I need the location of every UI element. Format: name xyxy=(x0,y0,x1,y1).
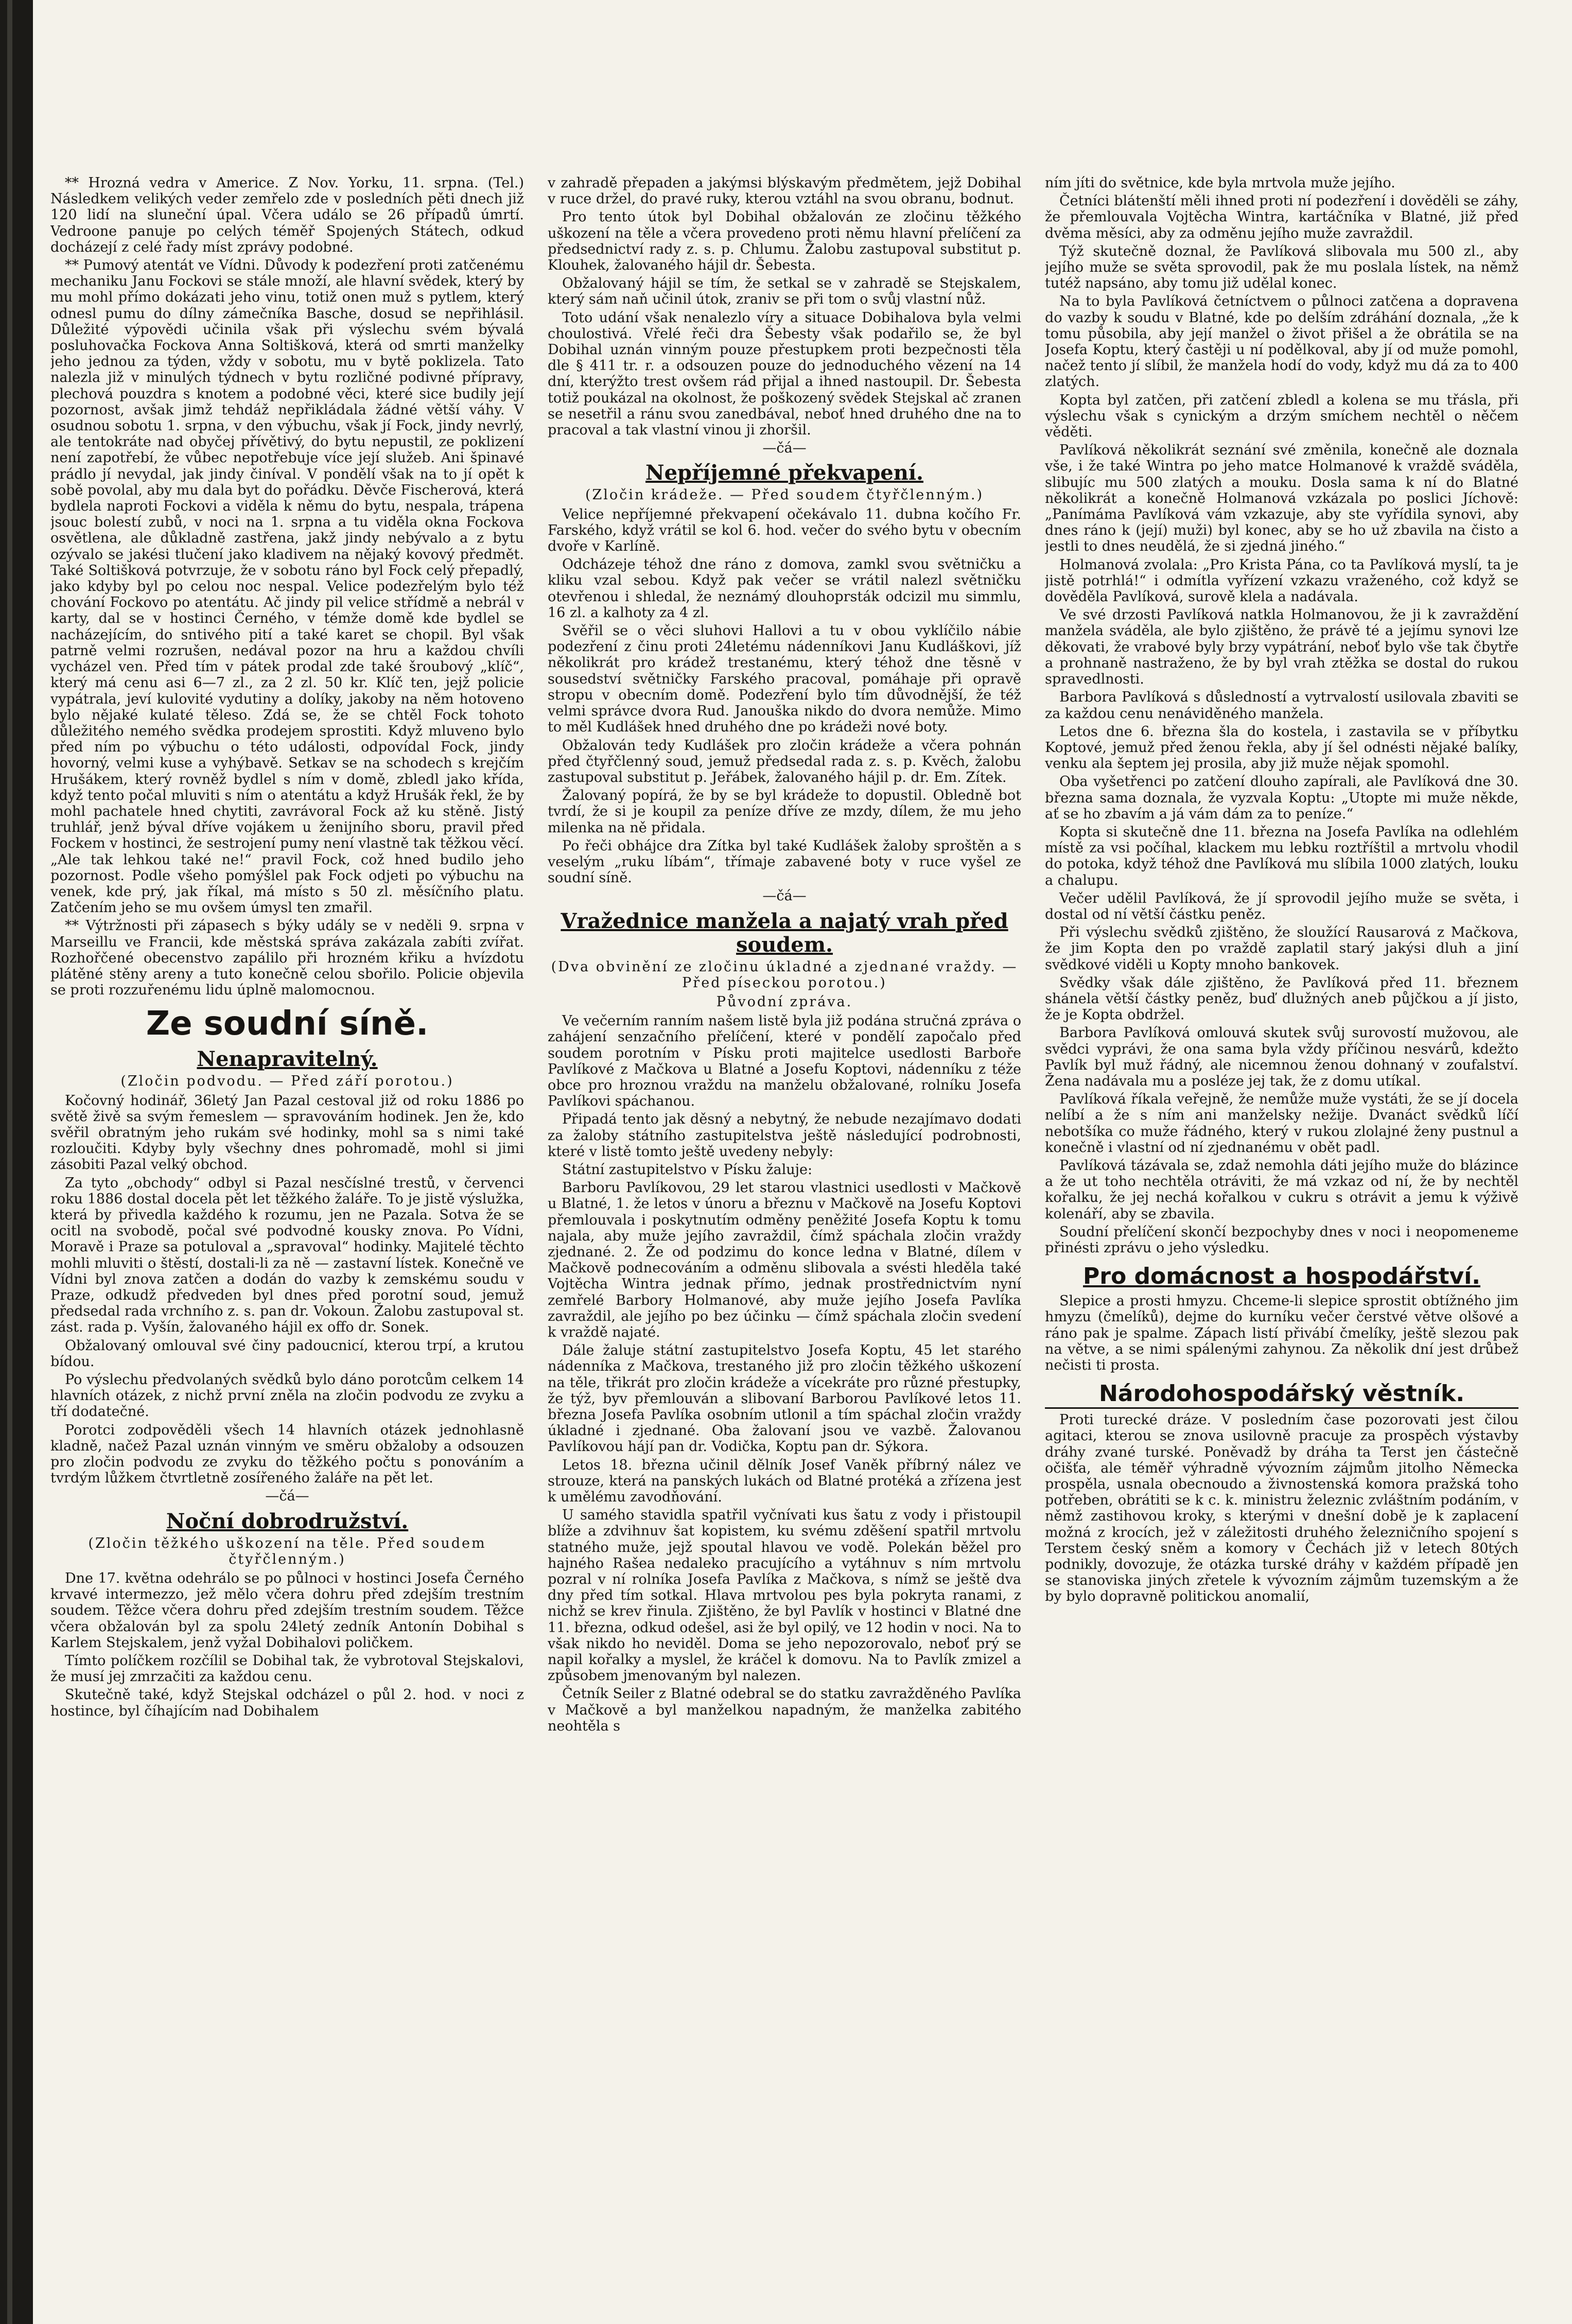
news-item: ** Pumový atentát ve Vídni. Důvody k podezření proti zatčenému mechaniku Janu Fockovi se stále množí, ale hlavní svědek, který by mu mohl přímo dokázati jeho vinu, totiž onen muž s pytlem, který odnesl pumu do dílny zámečníka Basche, dosud se nepřihlásil. Důležité výpovědi učinila však při výslechu svém bývalá posluhovačka Fockova Anna Soltišková, která od smrti manželky jeho jednou za týden, vždy v sobotu, mu v bytě poklizela. Tato nalezla již v minulých týdnech v bytu rozličné podivné přípravy, plechová pouzdra s knotem a podobné věci, které sice budily její pozornost, avšak jimž tehdáž nepřikládala žádné větší váhy. V osudnou sobotu 1. srpna, v den výbuchu, však jí Fock, jindy nevrlý, ale tentokráte nad obyčej přívětivý, do bytu nepustil, ze poklizení není zapotřebí, že vůbec nepotřebuje více její služeb. Ani špinavé prádlo jí nevydal, jak jindy činíval. V pondělí však na to jí opět k sobě povolal, aby mu dala byt do pořádku. Děvče Fischerová, která bydlela naproti Fockovi a viděla k němu do bytu, nespala, trápena jsouc bolestí zubů, v noci na 1. srpna a tu viděla okna Fockova osvětlena, ale důkladně zastřena, jakž jindy nebývalo a z bytu ozývalo se jakési tlučení jako kladivem na nějaký kovový předmět. Také Soltišková potvrzuje, že v sobotu ráno byl Fock celý přepadlý, jako kdyby byl po celou noc nespal. Velice podezřelým bylo též chování Fockovo po atentátu. Ač jindy pil velice střídmě a nebrál v karty, dal se v hostinci Černého, v témže domě kde bydlel se nacházejícím, do sntivého pití a také karet se chopil. Byl však patrně velmi rozrušen, nedával pozor na hru a každou chvíli vycházel ven. Před tím v pátek prodal zde také šroubový „klíč“, který má cenu asi 6—7 zl., za 2 zl. 50 kr. Klíč ten, jejž policie vypátrala, jeví kulovité vydutiny a dolíky, jakoby na něm hotoveno bylo nějaké kulaté těleso. Zdá se, že se chtěl Fock tohoto důležitého nemého svědka prodejem sprostiti. Když mluveno bylo před ním po výbuchu o této události, odpovídal Fock, jindy hovorný, velmi kuse a vyhýbavě. Setkav se na schodech s krejčím Hrušákem, který rovněž bydlel s ním v domě, zbledl jako křída, když tento počal mluviti s ním o atentátu a když Hrušák řekl, že by mohl pachatele hned chytiti, zavrávoral Fock až ku stěně. Jistý truhlář, jenž býval dříve vojákem u ženijního sboru, pravil před Fockem v hostinci, že sestrojení pumy není vlastně tak těžkou věcí. „Ale tak lehkou také ne!“ pravil Fock, což hned budilo jeho pozornost. Podle všeho pomýšlel pak Fock odjeti po výbuchu na venek, kde prý, jak říkal, má místo s 50 zl. měsíčního platu. Zatčením jeho se mu ovšem úmysl ten zmařil. xyxy=(50,257,524,916)
article-paragraph: Pavlíková tázávala se, zdaž nemohla dáti jejího muže do blázince a že ut toho nechtěla otráviti, že má vzkaz od ní, že by nechtěl kořalku, že jej nechá kořalkou v cukru s otrávit a jemu k výživě kolenáří, aby se zbavila. xyxy=(1045,1157,1518,1222)
article-paragraph: Pavlíková několikrát seznání své změnila, konečně ale doznala vše, i že také Wintra po jeho matce Holmanové k vraždě sváděla, slibujíc mu 500 zlatých a mouku. Dosla sama k ní do Blatné několikrát a konečně Holmanová vzkázala po poslici Jíchově: „Panímáma Pavlíková vám vzkazuje, aby ste vyřídila synovi, aby dnes ráno k (její) muži) byl konec, aby se ho už zbavila na čisto a jestli to dnes neudělá, že si zjedná jiného.“ xyxy=(1045,442,1518,555)
news-item: ** Hrozná vedra v Americe. Z Nov. Yorku, 11. srpna. (Tel.) Následkem velikých veder zemřelo zde v posledních pěti dnech již 120 lidí na sluneční úpal. Včera událo se 26 případů úmrtí. Vedroone panuje po celých téměř Spojených Státech, odkud docházejí z celé řady míst zprávy podobné. xyxy=(50,175,524,255)
article-title: Nenapravitelný. xyxy=(197,1047,378,1072)
article-subtitle: (Dva obvinění ze zločinu úkladné a zjednané vraždy. — Před píseckou porotou.) xyxy=(551,958,1018,991)
article-paragraph: Četníci blátenští měli ihned proti ní podezření i dověděli se záhy, že přemlouvala Vojtěcha Wintra, kartáčníka v Blatné, již před dvěma měsíci, aby za odměnu jejího muže zavraždil. xyxy=(1045,193,1518,241)
article-paragraph: Kočovný hodinář, 36letý Jan Pazal cestoval již od roku 1886 po světě živě sa svým řemeslem — spravováním hodinek. Jen že, kdo svěřil obratným jeho rukám své hodinky, mohl sa s nimi také rozloučiti. Kdyby byly všechny dnes pohromadě, mohl si jimi zásobiti Pazal velký obchod. xyxy=(50,1092,524,1173)
column-3 xyxy=(1045,175,1518,1607)
article-paragraph: Dále žaluje státní zastupitelstvo Josefa Koptu, 45 let starého nádenníka z Mačkova, trestaného již pro zločin těžkého uškození na těle, třikrát pro zločin krádeže a vícekráte pro různé přestupky, že týž, byv přemlouván a slibovaní Barborou Pavlíkové letos 11. března Josefa Pavlíka osobním utlonil a tím spáchal zločin vraždy úkladné i zjednané. Oba žalovaní jsou ve vazbě. Žalovanou Pavlíkovou hájí pan dr. Vodička, Koptu pan dr. Sýkora. xyxy=(548,1342,1021,1455)
scan-margin xyxy=(0,0,33,2324)
article-paragraph: Porotci zodpověděli všech 14 hlavních otázek jednohlasně kladně, načež Pazal uznán vinným ve směru obžaloby a odsouzen pro zločin podvodu ze zvyku do těžkého počtu s ponováním a tvrdým lůžkem čtvrtletně zosířeného žaláře na pět let. xyxy=(50,1422,524,1487)
article-paragraph: Skutečně také, když Stejskal odcházel o půl 2. hod. v noci z hostince, byl číhajícím nad Dobihalem xyxy=(50,1687,524,1719)
section-heading: Pro domácnost a hospodářství. xyxy=(1083,1263,1480,1290)
article-paragraph: Večer udělil Pavlíková, že jí sprovodil jejího muže se světa, i dostal od ní větší částku peněz. xyxy=(1045,890,1518,922)
article-paragraph: Soudní přelíčení skončí bezpochyby dnes v noci i neopomeneme přinésti zprávu o jeho výsledku. xyxy=(1045,1224,1518,1256)
article-paragraph: Holmanová zvolala: „Pro Krista Pána, co ta Pavlíková myslí, ta je jistě potrhlá!“ i odmítla vyřízení vzkazu vraženého, což když se dověděla Pavlíková, surově klela a nadávala. xyxy=(1045,556,1518,605)
article-paragraph: Četník Seiler z Blatné odebral se do statku zavražděného Pavlíka v Mačkově a byl manželkou napadným, že manželka zabitého neohtěla s xyxy=(548,1686,1021,1734)
article-paragraph: Obžalovaný omlouval své činy padoucnicí, kterou trpí, a krutou bídou. xyxy=(50,1337,524,1370)
article-paragraph: Slepice a prosti hmyzu. Chceme-li slepice sprostit obtížného jim hmyzu (čmelíků), dejme do kurníku večer čerstvé větve olšové a ráno pak je spalme. Zápach listí přivábí čmelíky, ještě slezou pak na větve, a se nimi spálenými zahynou. Za několik dní jest drůbež nečisti ti prosta. xyxy=(1045,1293,1518,1374)
article-subtitle-2: Původní zpráva. xyxy=(716,993,853,1010)
article-paragraph: Odcházeje téhož dne ráno z domova, zamkl svou světničku a kliku vzal sebou. Když pak večer se vrátil nalezl světničku otevřenou i shledal, že neznámý dlouhoprsták odcizil mu simmlu, 16 zl. a kalhoty za 4 zl. xyxy=(548,556,1021,621)
article-signature: —čá— xyxy=(265,1488,309,1505)
section-heading: Národohospodářský věstník. xyxy=(1045,1381,1518,1409)
article-signature: —čá— xyxy=(762,440,807,457)
article-subtitle: (Zločin krádeže. — Před soudem čtyřčlenným.) xyxy=(585,487,984,503)
article-title: Noční dobrodružství. xyxy=(166,1509,409,1533)
article-subtitle: (Zločin těžkého uškození na těle. Před soudem čtyřčlenným.) xyxy=(88,1535,486,1567)
article-paragraph: Svěřil se o věci sluhovi Hallovi a tu v obou vyklíčilo nábie podezření z činu proti 24letému nádenníkovi Janu Kudláškovi, jíž několikrát pro krádež trestanému, který téhož dne těsně v sousedství světničky Farského pracoval, pomáhaje při opravě stropu v obecním domě. Podezření bylo tím důvodnější, že též velmi správce dvora Rud. Janouška nikdo do dvora nemůže. Mimo to měl Kudlášek hned druhého dne po krádeži nové boty. xyxy=(548,623,1021,736)
article-paragraph: Po výslechu předvolaných svědků bylo dáno porotcům celkem 14 hlavních otázek, z nichž první zněla na zločin podvodu ze zvyku a tří dodatečné. xyxy=(50,1372,524,1420)
article-paragraph: Připadá tento jak děsný a nebytný, že nebude nezajímavo dodati za žaloby státního zastupitelstva ještě následující podrobnosti, které v listě tomto ještě uvedeny nebyly: xyxy=(548,1111,1021,1160)
article-subtitle: (Zločin podvodu. — Před září porotou.) xyxy=(120,1073,454,1090)
article-paragraph: Obžalovaný hájil se tím, že setkal se v zahradě se Stejskalem, který sám naň učinil útok, zraniv se při tom o svůj vlastní nůž. xyxy=(548,275,1021,308)
article-paragraph: Pavlíková říkala veřejně, že nemůže muže vystáti, že se jí docela nelíbí a že s ním ani manželsky nežije. Dvanáct svědků líčí nebotšíka co muže řádného, který v rukou zlolajné ženy pustnul a konečně i vlastní od ní zjednanému v obět padl. xyxy=(1045,1091,1518,1156)
article-paragraph: Obžalován tedy Kudlášek pro zločin krádeže a včera pohnán před čtyřčlenný soud, jemuž předsedal rada z. s. p. Kvěch, žalobu zastupoval substitut p. Jeřábek, žalovaného hájil p. dr. Em. Zítek. xyxy=(548,737,1021,785)
article-paragraph: Tímto políčkem rozčílil se Dobihal tak, že vybrotoval Stejskalovi, že musí jej zmrzačiti za každou cenu. xyxy=(50,1653,524,1685)
newspaper-page xyxy=(33,0,1572,2324)
article-paragraph: ním jíti do světnice, kde byla mrtvola muže jejího. xyxy=(1045,175,1395,191)
article-paragraph: Oba vyšetřenci po zatčení dlouho zapírali, ale Pavlíková dne 30. března sama doznala, že vyzvala Koptu: „Utopte mi muže někde, ať se ho zbavím a já vám dám za to peníze.“ xyxy=(1045,774,1518,822)
article-paragraph: Na to byla Pavlíková četníctvem o půlnoci zatčena a dopravena do vazby k soudu v Blatné, kde po delším zdráhání doznala, „že k tomu působila, aby její manžel o život přišel a že obrátila se na Josefa Koptu, který častěji u ní podělkoval, aby jí od muže pomohl, načež tento jí slíbil, že manžela hodí do vody, když mu dá za to 400 zlatých. xyxy=(1045,293,1518,390)
article-paragraph: Ve večerním ranním našem listě byla již podána stručná zpráva o zahájení senzačního přelíčení, které v pondělí započalo před soudem porotním v Písku proti majitelce usedlosti Barboře Pavlíkové z Mačkova u Blatné a Josefu Koptovi, nádenníku z téže obce pro hroznou vraždu na manželu obžalované, rolníku Josefa Pavlíkovi spáchanou. xyxy=(548,1013,1021,1110)
article-paragraph: Toto udání však nenalezlo víry a situace Dobihalova byla velmi choulostivá. Vřelé řeči dra Šebesty však podařilo se, že byl Dobihal uznán vinným pouze přestupkem proti bezpečnosti těla dle § 411 tr. r. a odsouzen pouze do jednoduchého vězení na 14 dní, kterýžto trest ovšem rád přijal a ihned nastoupil. Dr. Šebesta totiž poukázal na okolnost, že poškozený svědek Stejskal ač zranen se nesetřil a ránu svou zanedbával, neboť hned druhého dne na to pracoval a tak vlastní vinou ji zhoršil. xyxy=(548,309,1021,439)
scan-edge xyxy=(7,0,12,2324)
article-paragraph: Týž skutečně doznal, že Pavlíková slibovala mu 500 zl., aby jejího muže se světa sprovodil, pak že mu poslala lístek, na němž tutéž napsáno, aby tomu již udělal konec. xyxy=(1045,243,1518,292)
article-paragraph: Barbora Pavlíková s důsledností a vytrvalostí usilovala zbaviti se za každou cenu nenáviděného manžela. xyxy=(1045,689,1518,722)
article-paragraph: Proti turecké dráze. V posledním čase pozorovati jest čilou agitaci, kterou se znova usilovně pracuje za prospěch výstavby dráhy zvané turské. Poněvadž by dráha ta Terst jen částečně očišťa, ale téměř výhradně vývozním zájmům jitolho Německa prospěla, usnala obecnoudo a živnostenská komora pražská toho potřeben, obrátiti se k c. k. ministru železnic zvláštním podáním, v němž zastihovou kroky, s kterými v dnešní době je k zaplacení možná z krocích, jež v záležitosti druhého železničního spojení s Terstem český sněm a komory v Čechách již v letech 80tých podnikly, dovozuje, že otázka turské dráhy v každém případě jen se stanoviska jiných zřetele k vývozním zájmům tuzemským a že by bylo dopravně politickou anomalií, xyxy=(1045,1412,1518,1605)
article-paragraph: Barbora Pavlíková omlouvá skutek svůj surovostí mužovou, ale svědci vyprávi, že ona sama byla vždy příčinou nesvárů, kdežto Pavlík byl muž řádný, ale nicemnou ženou dohnaný v zoufalství. Žena nadávala mu a posléze jej tak, že z domu utíkal. xyxy=(1045,1025,1518,1089)
article-paragraph: Letos dne 6. března šla do kostela, i zastavila se v příbytku Koptové, jemuž před ženou řekla, aby jí šel odnésti nějaké balíky, venku ala šeptem jej prosila, aby již muže nějak spomohl. xyxy=(1045,723,1518,772)
article-signature: —čá— xyxy=(762,888,807,904)
article-paragraph: U samého stavidla spatřil vyčnívati kus šatu z vody i přistoupil blíže a zdvihnuv šat kopistem, ku svému zděšení spatřil mrtvolu statného muže, jejž spoutal hlavou ve vodě. Polekán běžel pro hajného Rašea nedaleko pracujícího a vytáhnuv s ním mrtvolu pozral v ní rolníka Josefa Pavlíka z Mačkova, s nímž se ještě dva dny před tím sotkal. Hlava mrtvolou pes byla pokryta ranami, z nichž se krev řinula. Zjištěno, že byl Pavlík v hostinci v Blatné dne 11. března, odkud odešel, asi že byl opilý, ve 12 hodin v noci. Na to však nikdo ho neviděl. Doma se jeho nepozorovalo, neboť prý se napil kořalky a myslel, že kráčel k domovu. Na to Pavlík zmizel a způsobem jmenovaným byl nalezen. xyxy=(548,1507,1021,1684)
section-heading: Ze soudní síně. xyxy=(146,1005,429,1043)
article-paragraph: Velice nepříjemné překvapení očekávalo 11. dubna kočího Fr. Farského, když vrátil se kol 6. hod. večer do svého bytu v obecním dvoře v Karlíně. xyxy=(548,506,1021,555)
article-paragraph: Dne 17. května odehrálo se po půlnoci v hostinci Josefa Černého krvavé intermezzo, jež mělo včera dohru před zdejším trestním soudem. Těžce včera dohru před zdejším trestním soudem. Těžce včera obžalován byl za spolu 24letý zedník Antonín Dobihal s Karlem Stejskalem, jenž vyžal Dobihalovi poličkem. xyxy=(50,1570,524,1651)
article-paragraph: v zahradě přepaden a jakýmsi blýskavým předmětem, jejž Dobihal v ruce držel, do pravé ruky, kterou vztáhl na svou obranu, bodnut. xyxy=(548,175,1021,207)
article-paragraph: Státní zastupitelstvo v Písku žaluje: xyxy=(562,1161,813,1178)
article-paragraph: Po řeči obhájce dra Zítka byl také Kudlášek žaloby sproštěn a s veselým „ruku líbám“, třímaje zabavené boty v ruce vyšel ze soudní síně. xyxy=(548,837,1021,886)
article-title: Vražednice manžela a najatý vrah před soudem. xyxy=(561,908,1008,957)
column-2 xyxy=(548,175,1021,1736)
article-paragraph: Za tyto „obchody“ odbyl si Pazal nesčíslné trestů, v červenci roku 1886 dostal docela pět let těžkého žaláře. To je jistě výslužka, která by přivedla každého k rozumu, jen ne Pazala. Sotva že se ocitl na svobodě, počal své podvodné kousky znova. Po Vídni, Moravě i Praze sa potuloval a „spravoval“ hodinky. Majitelé těchto mohli mluviti o štěstí, dostali-li za ně — zastavní lístek. Konečně ve Vídni byl znova zatčen a dodán do vazby k zemskému soudu v Praze, odkudž předveden byl dnes před porotní soud, jemuž předsedal rada vrchního z. s. pan dr. Vokoun. Žalobu zastupoval st. zást. rada p. Vyšín, žalovaného hájil ex offo dr. Sonek. xyxy=(50,1175,524,1336)
column-1 xyxy=(50,175,524,1721)
article-paragraph: Kopta si skutečně dne 11. března na Josefa Pavlíka na odlehlém místě za vsi počíhal, klackem mu lebku roztříštil a mrtvolu vhodil do potoka, když téhož dne Pavlíková mu slíbila 1000 zlatých, louku a chalupu. xyxy=(1045,824,1518,888)
article-title: Nepříjemné překvapení. xyxy=(645,461,923,485)
article-paragraph: Pro tento útok byl Dobihal obžalován ze zločinu těžkého uškození na těle a včera provedeno proti němu hlavní přelíčení za předsednictví rady z. s. p. Chlumu. Žalobu zastupoval substitut p. Klouhek, žalovaného hájil dr. Šebesta. xyxy=(548,209,1021,274)
news-item: ** Výtržnosti při zápasech s býky udály se v neděli 9. srpna v Marseillu ve Francii, kde městská správa zakázala zabíti zvířat. Rozhořčené obecenstvo zapálilo při hrozném křiku a hvízdotu plátěné stěny areny a tuto konečně celou sbořilo. Policie objevila se proti rozzuřenému lidu úplně malomocnou. xyxy=(50,918,524,999)
article-paragraph: Žalovaný popírá, že by se byl krádeže to dopustil. Obledně bot tvrdí, že si je koupil za peníze dříve ze mzdy, dílem, že mu jeho milenka na ně přidala. xyxy=(548,788,1021,836)
article-paragraph: Letos 18. března učinil dělník Josef Vaněk příbrný nález ve strouze, která na panských lukách od Blatné protéká a zřízena jest k umělému zavodňování. xyxy=(548,1457,1021,1506)
article-paragraph: Barboru Pavlíkovou, 29 let starou vlastnici usedlosti v Mačkově u Blatné, 1. že letos v únoru a březnu v Mačkově na Josefu Koptovi přemlouvala i poskytnutím odměny peněžité Josefa Koptu k tomu najala, aby muže jejího zavraždil, čímž spáchala zločin vraždy zjednané. 2. Že od podzimu do konce ledna v Blatné, dílem v Mačkově podnecováním a odměnu slibovala a svésti hleděla také Vojtěcha Wintra jednak přímo, jednak prostřednictvím nyní zemřelé Barbory Holmanové, aby muže jejího Josefa Pavlíka zavraždil, ale jejího po bez účinku — čímž spáchala zločin svedení k vraždě najaté. xyxy=(548,1180,1021,1340)
article-paragraph: Kopta byl zatčen, při zatčení zbledl a kolena se mu třásla, při výslechu však s cynickým a drzým smíchem nechtěl o něčem věděti. xyxy=(1045,392,1518,441)
article-paragraph: Svědky však dále zjištěno, že Pavlíková před 11. březnem shánela větší částky peněz, buď dlužných aneb půjčkou a jí jisto, že je Kopta obdržel. xyxy=(1045,974,1518,1023)
article-paragraph: Ve své drzosti Pavlíková natkla Holmanovou, že ji k zavraždění manžela sváděla, ale bylo zjištěno, že právě té a jejímu synovi lze děkovati, že vrabové byly brzy vypátrání, neboť bylo vše tak čbytře a prohnaně nastraženo, že by byl vrah ztěžka se dostal do rukou spravedlnosti. xyxy=(1045,607,1518,688)
article-paragraph: Při výslechu svědků zjištěno, že sloužící Rausarová z Mačkova, že jim Kopta den po vraždě zaplatil starý jakýsi dluh a jiní svědkové viděli u Kopty mnoho bankovek. xyxy=(1045,924,1518,973)
